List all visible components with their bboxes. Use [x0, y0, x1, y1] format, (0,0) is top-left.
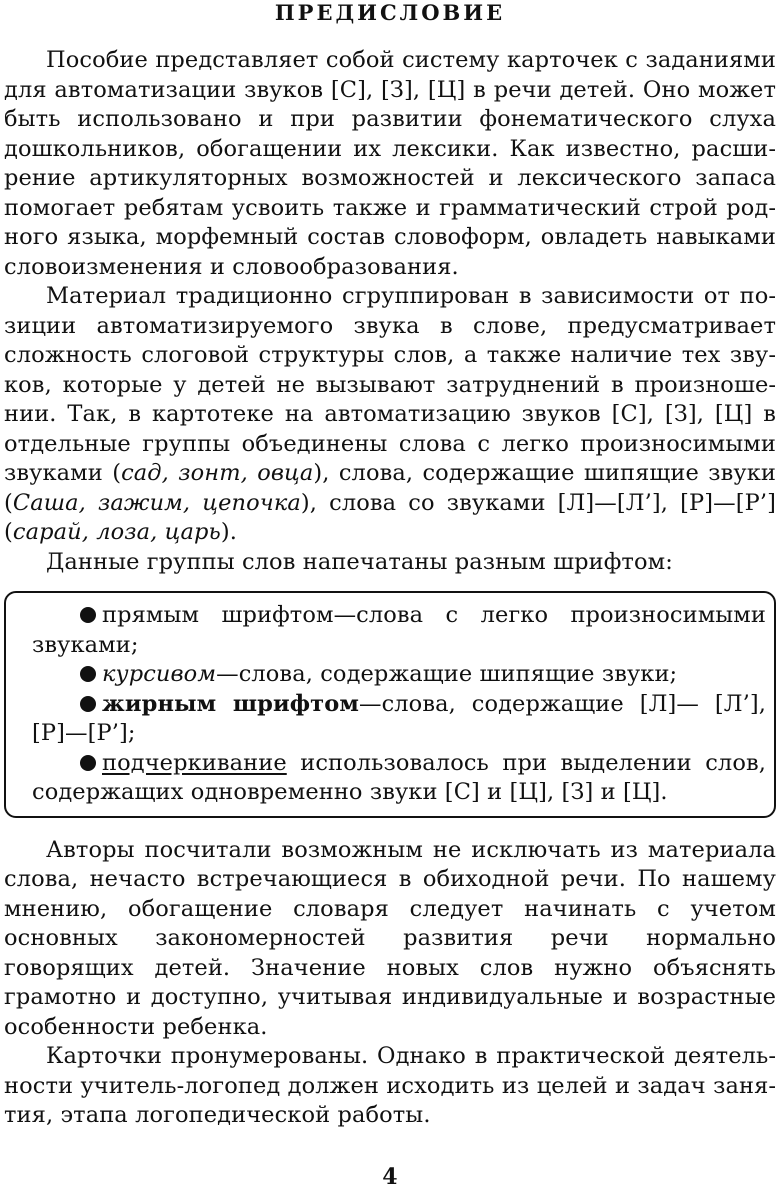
paragraph-cards: Карточки пронумерованы. Однако в практической деятельности учитель-логопед должен исходить из целей и задач занятия, этапа логопедической работы.	[4, 1043, 776, 1128]
legend-item-bold-label: жирным шрифтом	[102, 690, 359, 717]
page-number: 4	[382, 1164, 398, 1190]
paragraph-material-text-1: Материал традиционно сгруппирован в зависимости от позиции автоматизируемого звука в слове, предусматривает сложность слоговой структуры слов, а также наличие тех звуков, которые у детей не вызывают затруднений в произношении. Так, в картотеке на автоматизацию звуков [С], [З], [Ц] в отдельные группы объединены слова с легко произносимыми звуками (	[4, 283, 776, 486]
legend-item-regular	[32, 601, 766, 660]
paragraph-font-intro: Данные группы слов напечатаны разным шрифтом:	[46, 548, 673, 575]
legend-item-bold	[32, 690, 766, 749]
example-l-r-words: сарай, лоза, царь	[12, 519, 221, 545]
paragraph-material	[4, 282, 776, 548]
legend-item-italic-label: курсивом	[102, 661, 217, 687]
font-legend-box	[4, 591, 776, 818]
page	[4, 0, 776, 1200]
paragraph-authors: Авторы посчитали возможным не исключать из материала слова, нечасто встречающиеся в обиходной речи. По нашему мнению, обогащение словаря следует начинать с учетом основных закономерностей развития речи нормально говорящих детей. Значение новых слов нужно объяснять грамотно и доступно, учитывая индивидуальные и возрастные особенности ребенка.	[4, 836, 776, 1040]
example-hissing-words: Саша, зажим, цепочка	[12, 489, 301, 516]
bullet-icon	[80, 696, 96, 712]
paragraph-material-text-2: ), слова, содержащие шипящие звуки (	[4, 460, 776, 516]
legend-item-underline-label: подчеркивание	[102, 749, 287, 776]
bullet-icon	[80, 607, 96, 623]
page-title: ПРЕДИСЛОВИЕ	[274, 0, 506, 25]
legend-item-italic	[32, 660, 766, 690]
legend-item-underline	[32, 749, 766, 808]
paragraph-intro: Пособие представляет собой систему карточек с заданиями для автоматизации звуков [С], [З], [Ц] в речи детей. Оно может быть использовано и при развитии фонематического слуха дошкольников, обогащении их лексики. Как известно, расширение артикуляторных возможностей и лексического запаса помогает ребятам усвоить также и грамматический строй родного языка, морфемный состав словоформ, овладеть навыками словоизменения и словообразования.	[4, 47, 776, 280]
legend-item-italic-text: —слова, содержащие шипящие звуки;	[216, 661, 678, 687]
paragraph-material-text-4: ).	[220, 519, 237, 545]
legend-item-underline-text: использовалось при выделении слов, содержащих одновременно звуки [С] и [Ц], [З] и [Ц].	[32, 749, 766, 805]
legend-item-bold-text: —слова, содержащие [Л]— [Л’], [Р]—[Р’];	[32, 690, 766, 746]
legend-item-regular-text: прямым шрифтом—слова с легко произносимыми звуками;	[32, 602, 766, 658]
example-easy-words: сад, зонт, овца	[121, 460, 314, 486]
bullet-icon	[80, 666, 96, 682]
bullet-icon	[80, 755, 96, 771]
paragraph-material-text-3: ), слова со звуками [Л]—[Л’], [Р]—[Р’] (	[4, 489, 776, 545]
